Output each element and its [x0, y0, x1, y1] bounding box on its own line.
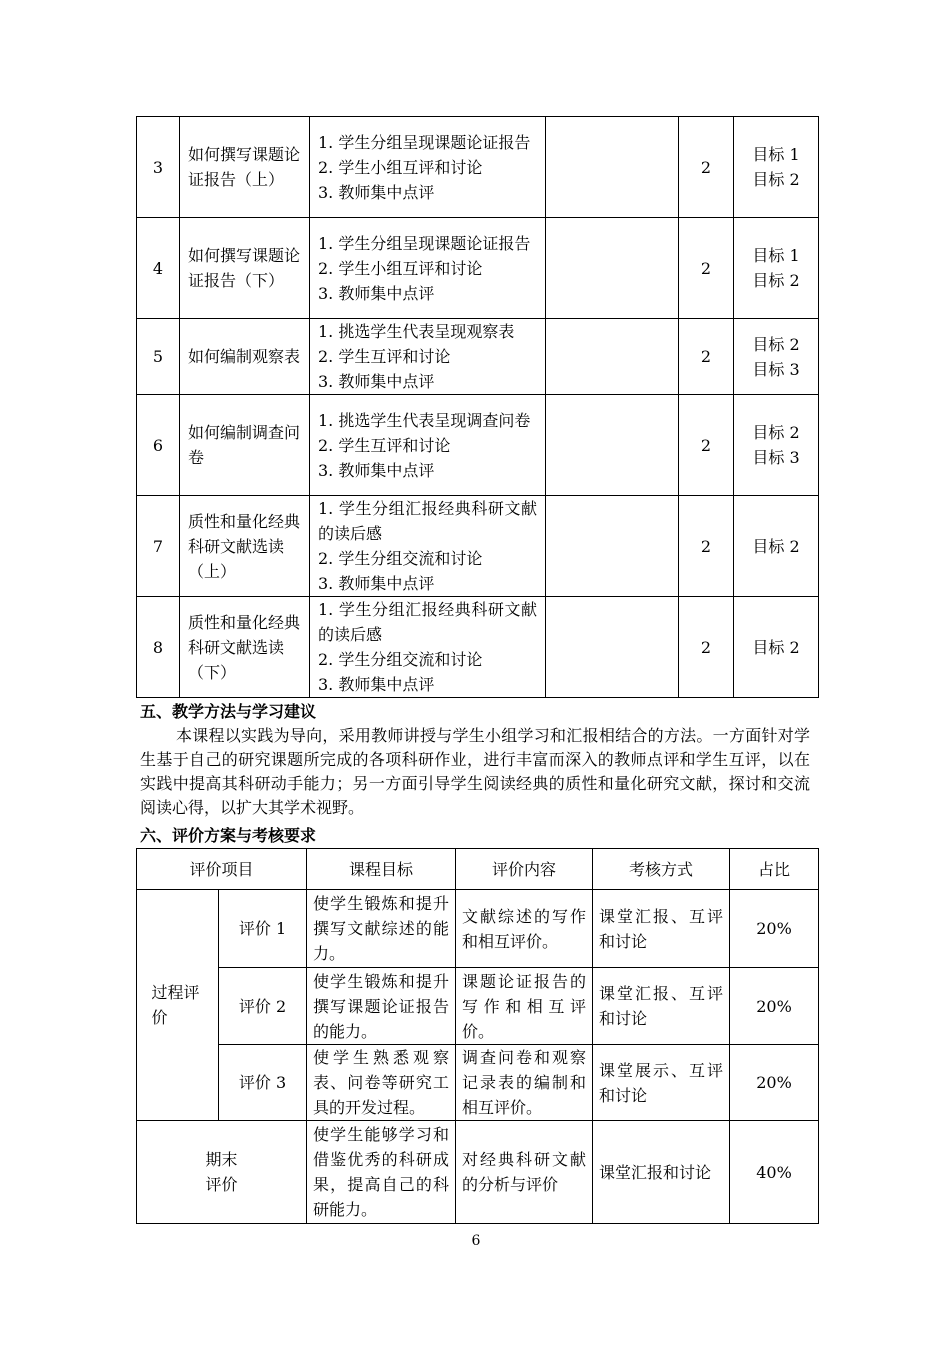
goal-item: 目标 3 — [752, 359, 800, 379]
eval-goal: 使学生锻炼和提升撰写文献综述的能力。 — [307, 890, 456, 968]
header-weight: 占比 — [730, 849, 819, 890]
header-item: 评价项目 — [137, 849, 307, 890]
evaluation-row — [137, 890, 819, 968]
schedule-row — [137, 319, 819, 395]
activity-item: 1. 挑选学生代表呈现观察表 — [318, 322, 515, 341]
session-hours: 2 — [679, 496, 734, 597]
goal-item: 目标 2 — [752, 536, 800, 556]
session-goals — [734, 395, 819, 496]
goal-item: 目标 2 — [752, 334, 800, 354]
eval-method: 课堂汇报、互评和讨论 — [593, 968, 730, 1045]
session-topic: 如何编制调查问卷 — [180, 395, 310, 496]
eval-name: 评价 1 — [219, 890, 307, 968]
evaluation-row — [137, 968, 819, 1045]
session-topic: 质性和量化经典科研文献选读（上） — [180, 496, 310, 597]
page-number: 6 — [471, 1233, 481, 1249]
activity-item: 3. 教师集中点评 — [318, 372, 435, 391]
activity-item: 2. 学生分组交流和讨论 — [318, 650, 483, 669]
eval-method: 课堂展示、互评和讨论 — [593, 1045, 730, 1121]
session-number: 8 — [137, 597, 180, 698]
activity-item: 2. 学生互评和讨论 — [318, 347, 451, 366]
session-goals — [734, 597, 819, 698]
session-hours: 2 — [679, 597, 734, 698]
eval-content: 调查问卷和观察记录表的编制和相互评价。 — [456, 1045, 593, 1121]
schedule-row — [137, 218, 819, 319]
eval-content: 文献综述的写作和相互评价。 — [456, 890, 593, 968]
eval-method: 课堂汇报和讨论 — [593, 1121, 730, 1224]
activity-item: 3. 教师集中点评 — [318, 182, 435, 202]
session-hours: 2 — [679, 319, 734, 395]
schedule-row — [137, 496, 819, 597]
session-extra — [546, 395, 679, 496]
session-number: 3 — [137, 117, 180, 218]
goal-item: 目标 2 — [752, 423, 800, 442]
schedule-row — [137, 597, 819, 698]
eval-name: 评价 3 — [219, 1045, 307, 1121]
session-topic: 如何编制观察表 — [180, 319, 310, 395]
eval-weight: 20% — [730, 968, 819, 1045]
session-number: 7 — [137, 496, 180, 597]
section-5-heading: 五、教学方法与学习建议 — [140, 702, 317, 721]
eval-name: 评价 2 — [219, 968, 307, 1045]
session-topic: 如何撰写课题论证报告（上） — [180, 117, 310, 218]
eval-goal: 使学生熟悉观察表、问卷等研究工具的开发过程。 — [307, 1045, 456, 1121]
goal-item: 目标 2 — [752, 170, 800, 189]
schedule-row — [137, 117, 819, 218]
goal-item: 目标 1 — [752, 246, 800, 265]
eval-weight: 20% — [730, 1045, 819, 1121]
schedule-row — [137, 395, 819, 496]
eval-goal: 使学生能够学习和借鉴优秀的科研成果，提高自己的科研能力。 — [307, 1121, 456, 1224]
session-extra — [546, 218, 679, 319]
session-topic: 如何撰写课题论证报告（下） — [180, 218, 310, 319]
session-hours: 2 — [679, 218, 734, 319]
header-content: 评价内容 — [456, 849, 593, 890]
activity-item: 1. 学生分组呈现课题论证报告 — [318, 132, 531, 152]
final-evaluation-label — [137, 1121, 307, 1224]
eval-method: 课堂汇报、互评和讨论 — [593, 890, 730, 968]
session-extra — [546, 319, 679, 395]
session-extra — [546, 496, 679, 597]
evaluation-table — [136, 848, 819, 1224]
activity-item: 3. 教师集中点评 — [318, 460, 435, 480]
session-activities — [310, 218, 546, 319]
session-extra — [546, 117, 679, 218]
section-6-heading: 六、评价方案与考核要求 — [140, 826, 317, 845]
activity-item: 1. 学生分组呈现课题论证报告 — [318, 233, 531, 253]
evaluation-row — [137, 1045, 819, 1121]
final-label-line2: 评价 — [205, 1175, 238, 1194]
activity-item: 2. 学生互评和讨论 — [318, 435, 451, 455]
eval-goal: 使学生锻炼和提升撰写课题论证报告的能力。 — [307, 968, 456, 1045]
activity-item: 1. 学生分组汇报经典科研文献的读后感 — [318, 499, 537, 543]
session-number: 5 — [137, 319, 180, 395]
session-activities — [310, 319, 546, 395]
session-activities — [310, 395, 546, 496]
session-activities — [310, 117, 546, 218]
session-number: 4 — [137, 218, 180, 319]
activity-item: 2. 学生小组互评和讨论 — [318, 258, 483, 278]
session-hours: 2 — [679, 117, 734, 218]
session-goals — [734, 496, 819, 597]
activity-item: 3. 教师集中点评 — [318, 283, 435, 303]
goal-item: 目标 2 — [752, 637, 800, 657]
activity-item: 1. 学生分组汇报经典科研文献的读后感 — [318, 600, 537, 644]
header-method: 考核方式 — [593, 849, 730, 890]
evaluation-header-row — [137, 849, 819, 890]
goal-item: 目标 2 — [752, 271, 800, 290]
session-goals — [734, 218, 819, 319]
session-activities — [310, 597, 546, 698]
session-goals — [734, 319, 819, 395]
eval-content: 课题论证报告的写作和相互评价。 — [456, 968, 593, 1045]
session-hours: 2 — [679, 395, 734, 496]
session-topic: 质性和量化经典科研文献选读（下） — [180, 597, 310, 698]
eval-content: 对经典科研文献的分析与评价 — [456, 1121, 593, 1224]
final-label-line1: 期末 — [205, 1150, 238, 1169]
eval-weight: 40% — [730, 1121, 819, 1224]
activity-item: 3. 教师集中点评 — [318, 675, 435, 694]
evaluation-final-row — [137, 1121, 819, 1224]
activity-item: 3. 教师集中点评 — [318, 574, 435, 593]
eval-weight: 20% — [730, 890, 819, 968]
course-schedule-table — [136, 116, 819, 698]
goal-item: 目标 3 — [752, 448, 800, 467]
process-evaluation-label — [137, 890, 219, 1121]
session-number: 6 — [137, 395, 180, 496]
session-extra — [546, 597, 679, 698]
activity-item: 2. 学生小组互评和讨论 — [318, 157, 483, 177]
activity-item: 2. 学生分组交流和讨论 — [318, 549, 483, 568]
session-goals — [734, 117, 819, 218]
header-goal: 课程目标 — [307, 849, 456, 890]
activity-item: 1. 挑选学生代表呈现调查问卷 — [318, 410, 531, 430]
process-evaluation-label-text: 过程评价 — [151, 983, 200, 1027]
session-activities — [310, 496, 546, 597]
goal-item: 目标 1 — [752, 145, 800, 164]
section-5-paragraph: 本课程以实践为导向，采用教师讲授与学生小组学习和汇报相结合的方法。一方面针对学生基于自己的研究课题所完成的各项科研作业，进行丰富而深入的教师点评和学生互评，以在实践中提高其科研动手能力；另一方面引导学生阅读经典的质性和量化研究文献，探讨和交流阅读心得，以扩大其学术视野。 — [140, 726, 810, 817]
